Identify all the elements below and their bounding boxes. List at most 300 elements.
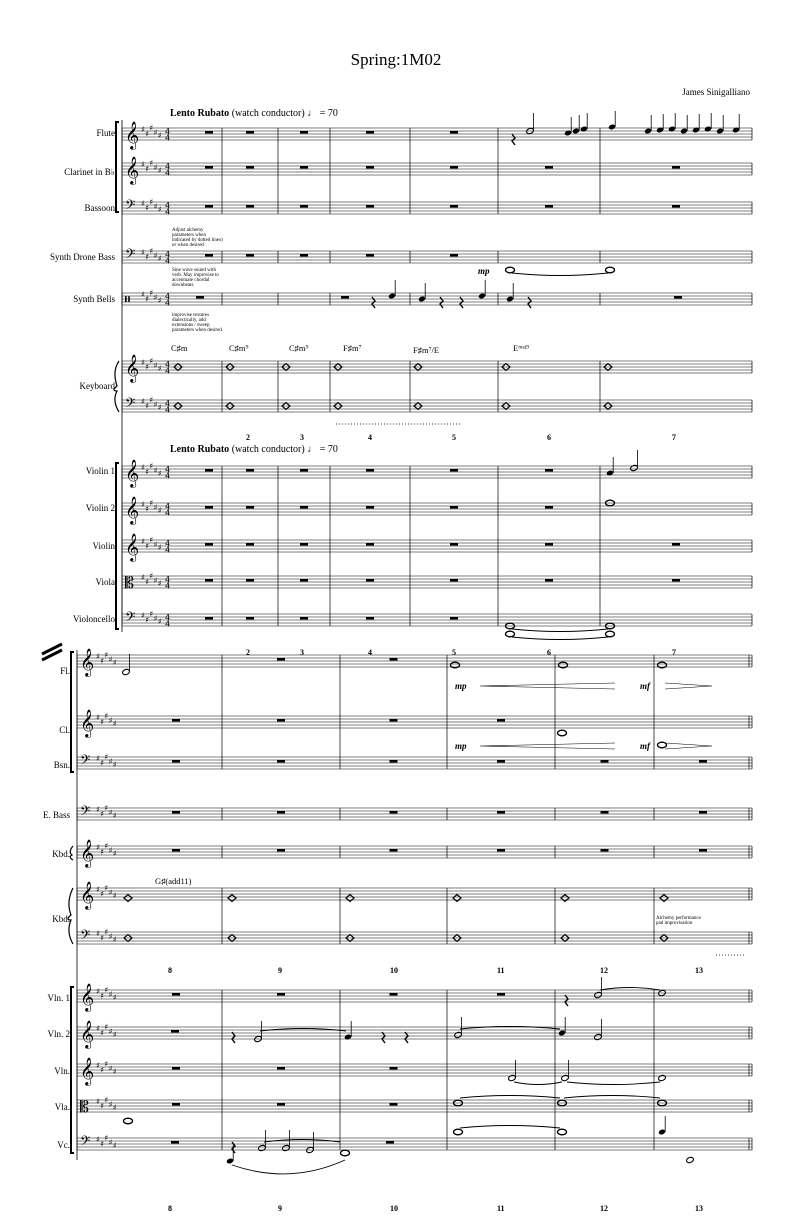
key-signature-sharp: ♯ [157,205,162,214]
key-signature-sharp: ♯ [153,614,158,623]
system1-staff-8-clef: 𝄞 [125,496,140,524]
instrument-name-flute: Flute [96,128,115,138]
whole-rest [246,131,254,134]
group-bracket [71,987,74,1153]
measure-number: 13 [695,1204,703,1213]
time-signature: 4 [165,201,171,210]
key-signature-sharp: ♯ [141,290,145,299]
measure-number: 12 [600,966,608,975]
time-signature: 4 [165,471,171,481]
time-signature: 4 [165,168,171,178]
quarter-rest [460,297,463,308]
annotation-sine-wave: Sine wave sound with verb. May improvise to accentuate chordal downbeats [172,268,219,288]
key-signature-sharp: ♯ [108,1027,113,1036]
instrument-name-vln-2: Vln. 2 [47,1029,70,1039]
instrument-name-vc: Vc. [57,1140,70,1150]
whole-rest [497,993,505,996]
whole-rest [366,543,374,546]
key-signature-sharp: ♯ [104,803,109,813]
key-signature-sharp: ♯ [112,811,117,820]
whole-rest [497,719,505,722]
key-signature-sharp: ♯ [108,716,113,725]
time-signature: 4 [165,405,171,415]
half-note [594,991,602,998]
tie [460,1096,560,1099]
whole-rest [205,131,213,134]
key-signature-sharp: ♯ [153,540,158,549]
key-signature-sharp: ♯ [141,248,145,257]
whole-rest [246,254,254,257]
whole-rest [497,849,505,852]
key-signature-sharp: ♯ [149,288,154,298]
key-signature-sharp: ♯ [149,123,154,133]
tie [600,988,660,991]
key-signature-sharp: ♯ [145,615,150,625]
measure-number: 2 [246,433,250,442]
time-signature: 4 [165,360,171,369]
measure-number: 6 [547,433,551,442]
whole-rest [450,205,458,208]
whole-rest [674,296,682,299]
dynamic-marking: mp [455,681,467,691]
whole-note [606,631,615,637]
whole-note [506,631,515,637]
key-signature-sharp: ♯ [104,1133,109,1143]
whole-rest [205,469,213,472]
whole-rest [205,617,213,620]
key-signature-sharp: ♯ [108,1064,113,1073]
measure-number: 9 [278,1204,282,1213]
key-signature-sharp: ♯ [96,1061,100,1070]
whole-rest [172,1103,180,1106]
key-signature-sharp: ♯ [112,1103,117,1112]
annotation-alchemy: Adjust alchemy parameters when indicated by dotted lines) or when desired [172,228,223,248]
key-signature-sharp: ♯ [104,1022,109,1032]
key-signature-sharp: ♯ [100,809,105,819]
time-signature: 4 [165,465,171,474]
key-signature-sharp: ♯ [149,571,154,581]
key-signature-sharp: ♯ [157,131,162,140]
key-signature-sharp: ♯ [96,754,100,763]
key-signature-sharp: ♯ [100,889,105,899]
key-signature-sharp: ♯ [141,160,145,169]
keyboard-brace [68,888,73,944]
key-signature-sharp: ♯ [96,1135,100,1144]
half-note [122,668,130,675]
key-signature-sharp: ♯ [104,711,109,721]
instrument-name-bassoon: Bassoon [84,203,115,213]
measure-number: 7 [672,648,676,657]
instrument-name-bsn: Bsn. [53,760,70,770]
key-signature-sharp: ♯ [100,717,105,727]
key-signature-sharp: ♯ [141,199,145,208]
chord-symbol: C♯m [171,343,188,353]
instrument-name-cello: Violoncello [73,614,115,624]
chord-symbol: F♯m⁷/E [413,345,440,355]
half-note [561,1074,569,1081]
system1-staff-7-clef: 𝄞 [125,459,140,487]
whole-rest [366,254,374,257]
chord-symbol: F♯m⁷ [343,343,362,353]
whole-rest [601,849,609,852]
diamond-note [346,895,354,902]
whole-note [558,1129,567,1135]
key-signature-sharp: ♯ [153,251,158,260]
whole-rest [246,205,254,208]
time-signature: 4 [165,539,171,548]
whole-rest [390,1067,398,1070]
system1-staff-2-clef: 𝄢 [125,197,136,216]
key-signature-sharp: ♯ [96,652,100,661]
key-signature-sharp: ♯ [157,166,162,175]
key-signature-sharp: ♯ [145,252,150,262]
instrument-name-e-bass: E. Bass [43,810,70,820]
instrument-name-viola: Viola [95,577,115,587]
annotation-improvise: improvise textures dialectically, add extensions / sweep parameters when desired. [172,313,223,333]
whole-rest [450,543,458,546]
whole-rest [450,617,458,620]
whole-rest [246,469,254,472]
whole-note [124,1118,133,1124]
whole-rest [205,579,213,582]
chord-symbol: C♯m⁹ [289,343,309,353]
system1-staff-3-clef: 𝄢 [125,246,136,265]
dynamic-marking: mp [455,741,467,751]
key-signature-sharp: ♯ [104,752,109,762]
annotation-alchemy-pad: Alchemy performance pad improvisation [656,916,701,926]
whole-rest [390,760,398,763]
measure-number: 13 [695,966,703,975]
key-signature-sharp: ♯ [141,463,145,472]
whole-rest [699,811,707,814]
whole-rest [545,506,553,509]
system2-staff-7-clef: 𝄞 [80,983,95,1011]
whole-note [506,267,515,273]
whole-rest [390,658,398,661]
whole-rest [450,254,458,257]
quarter-rest [382,1032,385,1043]
key-signature-sharp: ♯ [145,294,150,304]
key-signature-sharp: ♯ [100,656,105,666]
system2-staff-8-clef: 𝄞 [80,1020,95,1048]
key-signature-sharp: ♯ [104,883,109,893]
key-signature-sharp: ♯ [104,650,109,660]
measure-number: 10 [390,1204,398,1213]
key-signature-sharp: ♯ [145,203,150,213]
time-signature: 4 [165,207,171,217]
system2-staff-9-clef: 𝄞 [80,1057,95,1085]
measure-number: 4 [368,648,372,657]
whole-rest [205,506,213,509]
whole-note [606,267,615,273]
whole-rest [300,469,308,472]
key-signature-sharp: ♯ [100,991,105,1001]
time-signature: 4 [165,502,171,511]
diamond-note [660,895,668,902]
time-signature: 4 [165,619,171,629]
key-signature-sharp: ♯ [96,1097,100,1106]
key-signature-sharp: ♯ [100,758,105,768]
measure-number: 5 [452,433,456,442]
key-signature-sharp: ♯ [149,356,154,366]
key-signature-sharp: ♯ [153,163,158,172]
quarter-rest [372,297,375,308]
key-signature-sharp: ♯ [108,932,113,941]
quarter-rest [565,995,568,1006]
whole-rest [450,506,458,509]
whole-rest [300,254,308,257]
whole-rest [277,849,285,852]
whole-rest [366,617,374,620]
time-signature: 4 [165,127,171,136]
whole-rest [300,543,308,546]
key-signature-sharp: ♯ [145,467,150,477]
key-signature-sharp: ♯ [145,577,150,587]
whole-rest [699,760,707,763]
key-signature-sharp: ♯ [149,609,154,619]
measure-number: 11 [497,1204,505,1213]
whole-rest [205,166,213,169]
tie [564,1096,660,1099]
whole-rest [390,849,398,852]
whole-rest [672,205,680,208]
whole-rest [172,1067,180,1070]
dynamic-marking: mf [640,741,650,751]
measure-number: 9 [278,966,282,975]
key-signature-sharp: ♯ [153,128,158,137]
whole-rest [277,719,285,722]
whole-rest [497,760,505,763]
keyboard-brace [114,361,119,412]
whole-rest [172,993,180,996]
key-signature-sharp: ♯ [141,611,145,620]
system2-staff-4-clef: 𝄞 [80,839,95,867]
whole-rest [300,506,308,509]
key-signature-sharp: ♯ [149,158,154,168]
half-note [658,1074,666,1081]
slur [232,1160,345,1174]
key-signature-sharp: ♯ [145,541,150,551]
measure-number: 3 [300,433,304,442]
key-signature-sharp: ♯ [104,927,109,937]
key-signature-sharp: ♯ [100,1028,105,1038]
whole-rest [601,811,609,814]
system1-staff-4-clef: 𝄥 [125,290,130,309]
key-signature-sharp: ♯ [96,929,100,938]
whole-rest [300,166,308,169]
half-note [594,1033,602,1040]
key-signature-sharp: ♯ [96,713,100,722]
whole-rest [300,617,308,620]
whole-note [558,730,567,736]
key-signature-sharp: ♯ [149,395,154,405]
measure-number: 4 [368,433,372,442]
whole-rest [277,658,285,661]
whole-rest [545,469,553,472]
whole-rest [172,849,180,852]
system1-staff-0-clef: 𝄞 [125,121,140,149]
measure-number: 11 [497,966,505,975]
measure-number: 5 [452,648,456,657]
key-signature-sharp: ♯ [157,254,162,263]
whole-rest [601,760,609,763]
whole-rest [545,166,553,169]
key-signature-sharp: ♯ [149,535,154,545]
key-signature-sharp: ♯ [112,1141,117,1150]
half-note [258,1144,266,1151]
whole-rest [205,205,213,208]
key-signature-sharp: ♯ [141,500,145,509]
chord-symbol: Eᵐᵃʲ⁹ [513,343,529,353]
whole-rest [450,131,458,134]
diamond-note [561,895,569,902]
whole-note [454,1129,463,1135]
whole-rest [450,166,458,169]
key-signature-sharp: ♯ [100,847,105,857]
whole-rest [300,205,308,208]
diamond-note [453,895,461,902]
measure-number: 12 [600,1204,608,1213]
system2-staff-1-clef: 𝄞 [80,709,95,737]
quarter-rest [528,297,531,308]
time-signature: 4 [165,298,171,308]
key-signature-sharp: ♯ [112,935,117,944]
instrument-name-kbd-2: Kbd. [52,914,70,924]
key-signature-sharp: ♯ [153,466,158,475]
whole-rest [366,469,374,472]
score-title: Spring:1M02 [350,50,442,69]
whole-rest [277,993,285,996]
key-signature-sharp: ♯ [96,1024,100,1033]
whole-rest [172,719,180,722]
key-signature-sharp: ♯ [157,506,162,515]
diminuendo-hairpin [665,743,712,749]
quarter-rest [440,297,443,308]
key-signature-sharp: ♯ [96,987,100,996]
instrument-name-vla: Vla. [54,1102,70,1112]
time-signature: 4 [165,366,171,376]
measure-number: 2 [246,648,250,657]
measure-number: 10 [390,966,398,975]
whole-rest [172,811,180,814]
tempo-marking-1: Lento Rubato (watch conductor) ♩ = 70 [170,108,338,119]
whole-rest [672,166,680,169]
measure-number: 8 [168,1204,172,1213]
system1-staff-5-clef: 𝄞 [125,354,140,382]
key-signature-sharp: ♯ [145,504,150,514]
time-signature: 4 [165,133,171,143]
whole-rest [672,579,680,582]
key-signature-sharp: ♯ [141,358,145,367]
key-signature-sharp: ♯ [108,757,113,766]
time-signature: 4 [165,613,171,622]
whole-rest [196,296,204,299]
key-signature-sharp: ♯ [104,1059,109,1069]
key-signature-sharp: ♯ [157,543,162,552]
instrument-name-violin: Violin [92,541,115,551]
key-signature-sharp: ♯ [112,993,117,1002]
diamond-note [228,895,236,902]
whole-rest [205,254,213,257]
instrument-name-vln: Vln. [54,1066,70,1076]
time-signature: 4 [165,581,171,591]
diamond-note [124,895,132,902]
group-bracket [116,463,119,629]
instrument-name-violin-1: Violin 1 [85,466,115,476]
crescendo-hairpin [480,683,615,689]
key-signature-sharp: ♯ [100,1139,105,1149]
whole-note [341,1150,350,1156]
key-signature-sharp: ♯ [100,933,105,943]
whole-rest [366,205,374,208]
system2-staff-6-clef: 𝄢 [80,927,91,946]
whole-rest [171,1141,179,1144]
key-signature-sharp: ♯ [149,246,154,256]
tie [512,637,608,640]
whole-rest [172,760,180,763]
whole-rest [450,469,458,472]
whole-rest [205,543,213,546]
whole-rest [246,166,254,169]
key-signature-sharp: ♯ [112,849,117,858]
whole-rest [366,506,374,509]
composer-name: James Sinigalliano [682,87,750,97]
key-signature-sharp: ♯ [157,579,162,588]
key-signature-sharp: ♯ [149,197,154,207]
key-signature-sharp: ♯ [112,658,117,667]
key-signature-sharp: ♯ [100,1101,105,1111]
whole-rest [277,760,285,763]
system2-staff-2-clef: 𝄢 [80,752,91,771]
time-signature: 4 [165,256,171,266]
key-signature-sharp: ♯ [141,397,145,406]
key-signature-sharp: ♯ [112,1030,117,1039]
key-signature-sharp: ♯ [96,805,100,814]
whole-rest [672,543,680,546]
whole-rest [545,205,553,208]
whole-rest [246,579,254,582]
key-signature-sharp: ♯ [104,1095,109,1105]
key-signature-sharp: ♯ [149,461,154,471]
time-signature: 4 [165,292,171,301]
diminuendo-hairpin [665,683,712,689]
system1-staff-1-clef: 𝄞 [125,156,140,184]
whole-rest [545,579,553,582]
time-signature: 4 [165,162,171,171]
whole-rest [366,131,374,134]
key-signature-sharp: ♯ [153,293,158,302]
key-signature-sharp: ♯ [157,296,162,305]
instrument-name-violin-2: Violin 2 [85,503,115,513]
key-signature-sharp: ♯ [108,655,113,664]
half-note [454,1031,462,1038]
key-signature-sharp: ♯ [112,719,117,728]
whole-rest [277,1067,285,1070]
key-signature-sharp: ♯ [153,202,158,211]
whole-rest [497,811,505,814]
whole-rest [366,579,374,582]
whole-rest [341,296,349,299]
instrument-name-kbd: Kbd. [52,849,70,859]
key-signature-sharp: ♯ [100,1065,105,1075]
instrument-name-clarinet: Clarinet in B♭ [64,167,115,177]
key-signature-sharp: ♯ [157,469,162,478]
whole-rest [300,131,308,134]
key-signature-sharp: ♯ [108,1100,113,1109]
key-signature-sharp: ♯ [153,400,158,409]
instrument-name-drone-bass: Synth Drone Bass [50,252,115,262]
key-signature-sharp: ♯ [104,985,109,995]
